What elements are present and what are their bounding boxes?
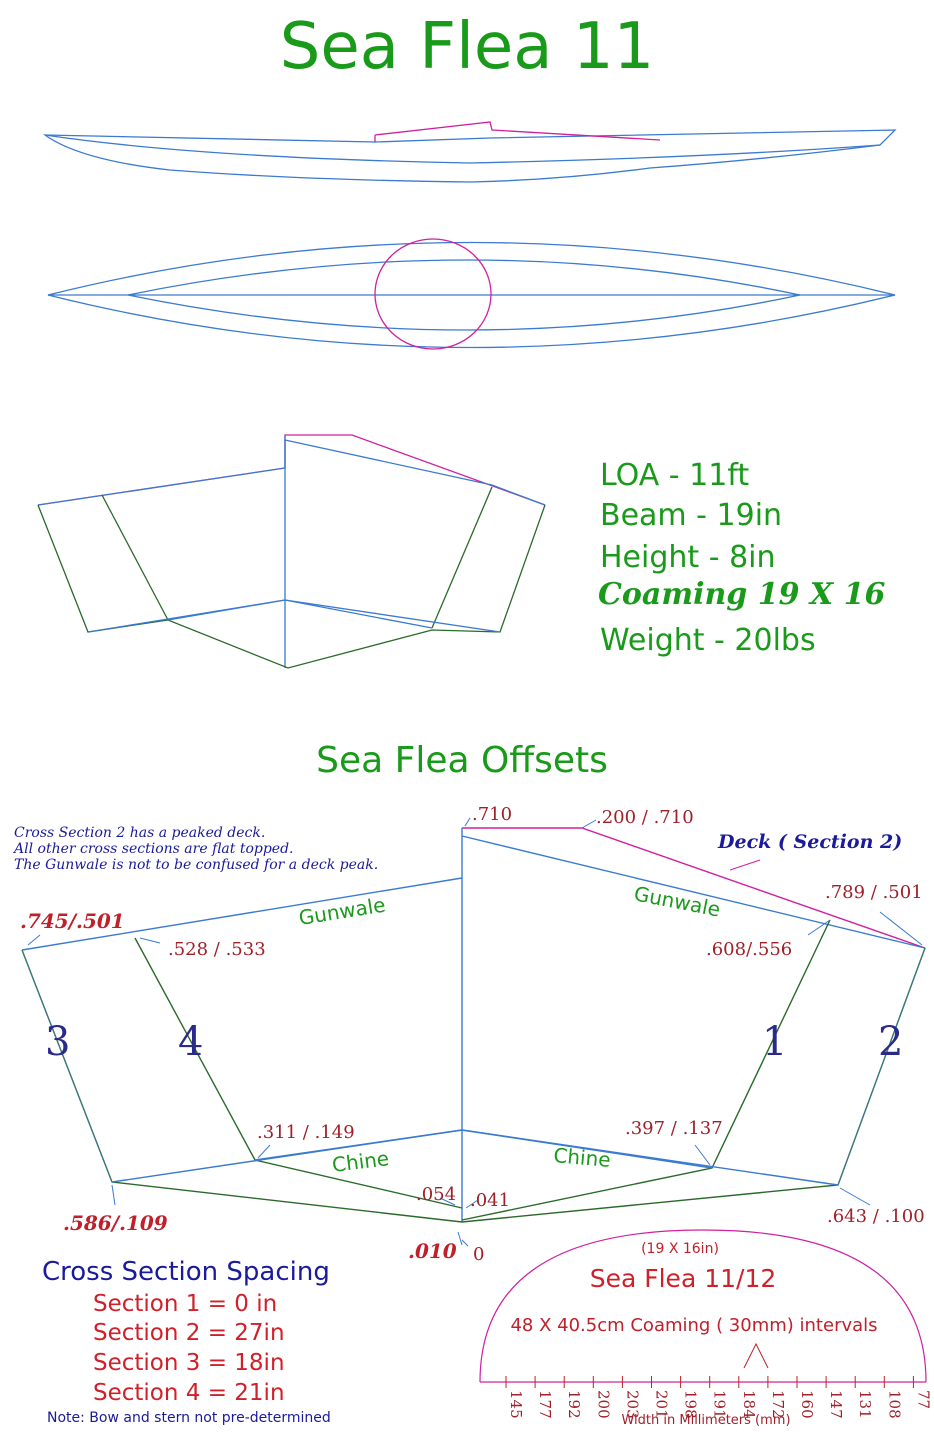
coaming-template bbox=[480, 1230, 932, 1428]
coaming-axis-label: Width in Millimeters (mm) bbox=[621, 1413, 791, 1428]
coaming-tick-label: 203 bbox=[623, 1390, 642, 1419]
spacing-row-4: Section 4 = 21in bbox=[93, 1380, 285, 1406]
spec-height: Height - 8in bbox=[600, 540, 776, 575]
offsets-heading: Sea Flea Offsets bbox=[316, 740, 608, 781]
plan-view-drawing bbox=[48, 239, 895, 349]
spacing-row-2: Section 2 = 27in bbox=[93, 1320, 285, 1346]
dim-528-533: .528 / .533 bbox=[168, 939, 266, 960]
note-line-2: All other cross sections are flat topped. bbox=[14, 841, 294, 857]
coaming-tick-label: 108 bbox=[885, 1390, 904, 1419]
spacing-row-1: Section 1 = 0 in bbox=[93, 1291, 278, 1317]
page-title: Sea Flea 11 bbox=[279, 10, 655, 84]
coaming-tick-label: 200 bbox=[594, 1390, 613, 1419]
coaming-tick-label: 177 bbox=[536, 1390, 555, 1419]
dim-745-501: .745/.501 bbox=[20, 909, 125, 933]
coaming-tick-label: 191 bbox=[710, 1390, 729, 1419]
coaming-tick-label: 198 bbox=[681, 1390, 700, 1419]
specifications bbox=[598, 458, 885, 658]
dim-311-149: .311 / .149 bbox=[257, 1122, 355, 1143]
spacing-heading: Cross Section Spacing bbox=[42, 1257, 330, 1287]
spec-loa: LOA - 11ft bbox=[600, 458, 750, 493]
coaming-tick-label: 131 bbox=[856, 1390, 875, 1419]
dim-710: .710 bbox=[472, 804, 513, 825]
dim-397-137: .397 / .137 bbox=[625, 1118, 723, 1139]
dim-608-556: .608/.556 bbox=[706, 939, 793, 960]
coaming-tick-label: 77 bbox=[914, 1390, 933, 1410]
dim-0: 0 bbox=[473, 1244, 485, 1265]
coaming-center-mark bbox=[744, 1344, 768, 1368]
deck-label: Deck ( Section 2) bbox=[718, 831, 903, 853]
gunwale-left-label: Gunwale bbox=[297, 892, 388, 930]
dim-200-710: .200 / .710 bbox=[596, 807, 694, 828]
note-line-3: The Gunwale is not to be confused for a deck peak. bbox=[14, 857, 379, 873]
dim-054: .054 bbox=[416, 1184, 457, 1205]
offsets-drawing bbox=[22, 818, 925, 1246]
dim-041: .041 bbox=[470, 1190, 511, 1211]
coaming-tick-label: 145 bbox=[507, 1390, 525, 1419]
section-number-4: 4 bbox=[178, 1019, 204, 1065]
dim-643-100: .643 / .100 bbox=[827, 1206, 925, 1227]
spec-beam: Beam - 19in bbox=[600, 498, 783, 533]
coaming-tick-label: 160 bbox=[798, 1390, 816, 1419]
offsets-labels bbox=[20, 804, 925, 1265]
spec-coaming: Coaming 19 X 16 bbox=[598, 577, 886, 612]
coaming-tick-label: 184 bbox=[739, 1390, 758, 1419]
section-number-1: 1 bbox=[762, 1019, 788, 1065]
coaming-tick-label: 192 bbox=[565, 1390, 584, 1419]
spacing-note: Note: Bow and stern not pre-determined bbox=[47, 1410, 331, 1426]
side-profile-drawing bbox=[45, 122, 895, 182]
gunwale-right-label: Gunwale bbox=[632, 881, 723, 922]
coaming-tick-label: 172 bbox=[768, 1390, 787, 1419]
dim-586-109: .586/.109 bbox=[63, 1211, 168, 1235]
note-line-1: Cross Section 2 has a peaked deck. bbox=[14, 825, 266, 841]
chine-left-label: Chine bbox=[330, 1146, 391, 1177]
coaming-title: Sea Flea 11/12 bbox=[589, 1264, 777, 1293]
coaming-tick-label: 201 bbox=[652, 1390, 671, 1419]
coaming-size-note: (19 X 16in) bbox=[641, 1241, 719, 1257]
dim-789-501: .789 / .501 bbox=[825, 882, 923, 903]
cross-section-spacing bbox=[42, 1257, 331, 1426]
section-number-2: 2 bbox=[878, 1019, 904, 1065]
chine-right-label: Chine bbox=[552, 1143, 612, 1172]
offsets-note bbox=[12, 825, 378, 873]
coaming-tick-label: 147 bbox=[827, 1390, 846, 1419]
spec-weight: Weight - 20lbs bbox=[600, 623, 816, 658]
coaming-intervals: 48 X 40.5cm Coaming ( 30mm) intervals bbox=[510, 1315, 878, 1336]
section-number-3: 3 bbox=[45, 1019, 71, 1065]
perspective-drawing bbox=[38, 435, 545, 668]
dim-010: .010 bbox=[408, 1239, 457, 1263]
spacing-row-3: Section 3 = 18in bbox=[93, 1350, 285, 1376]
